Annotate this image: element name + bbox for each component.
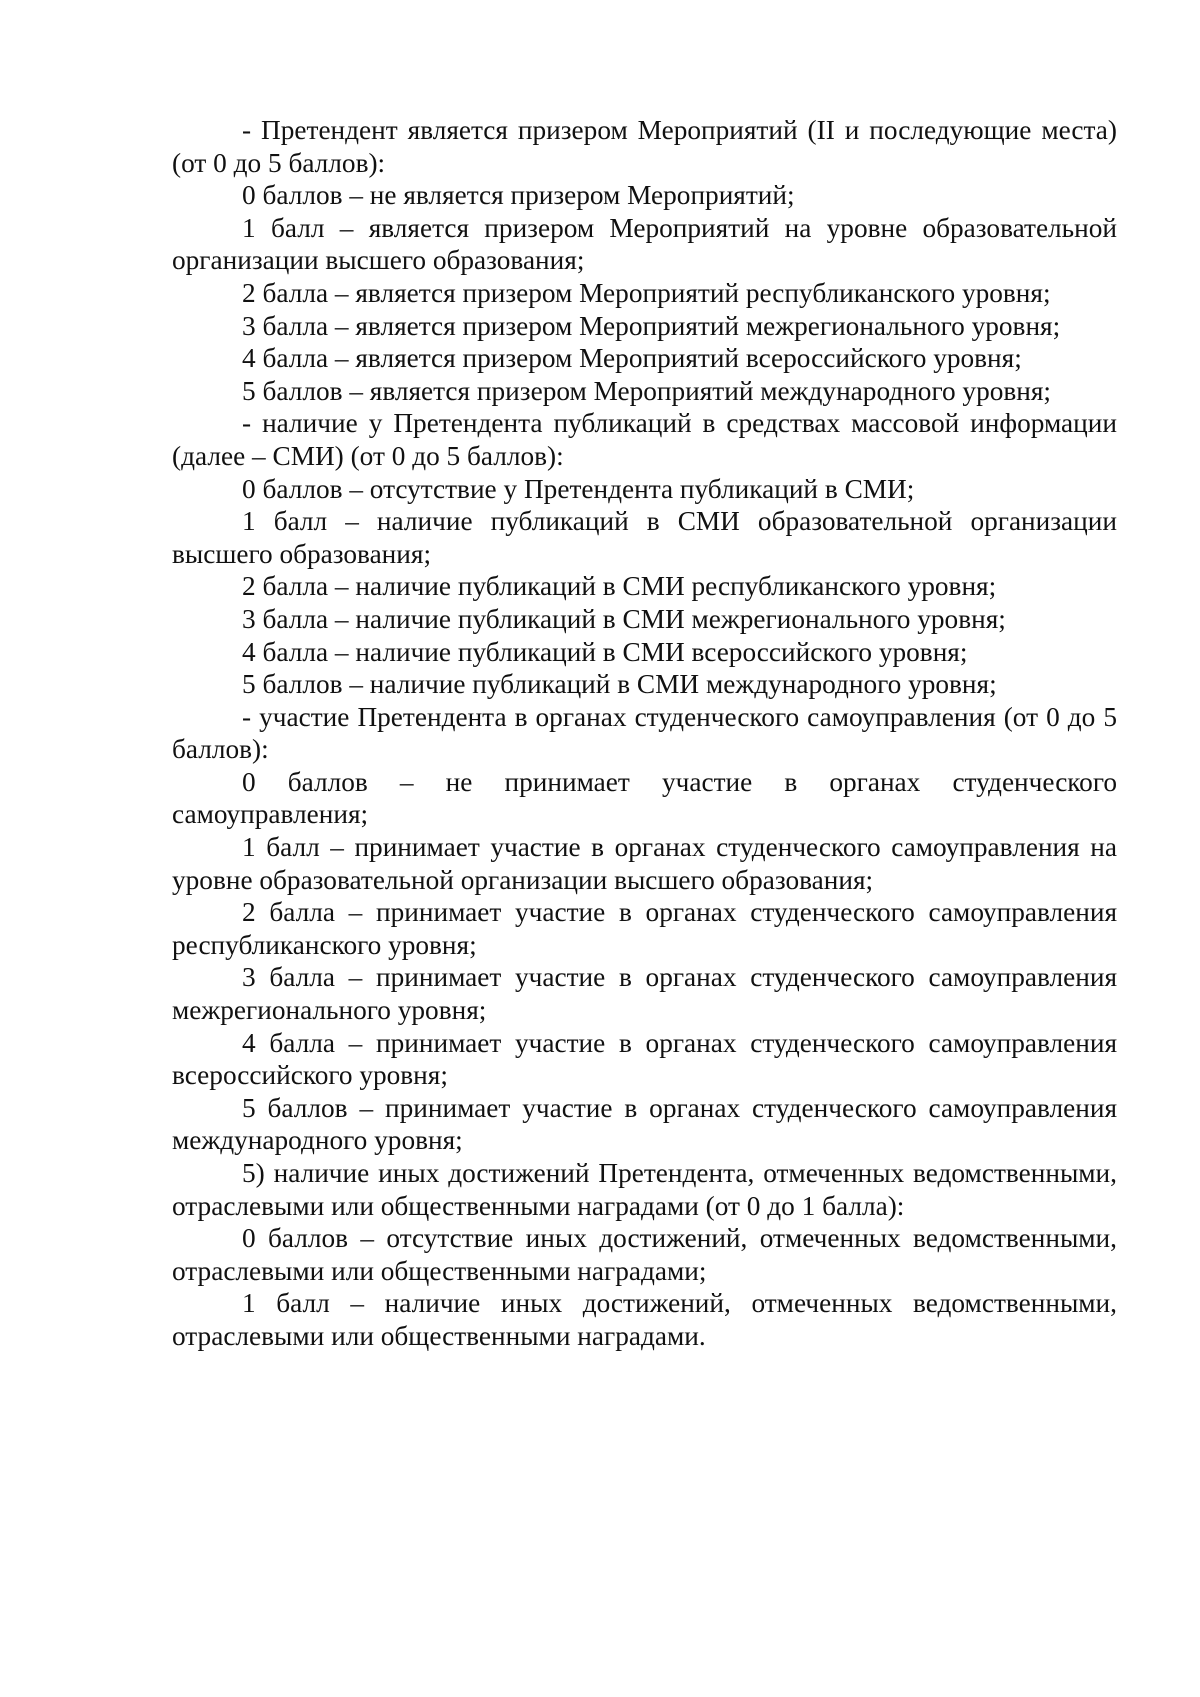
paragraph-self-government-2: 2 балла – принимает участие в органах студенческого самоуправления республиканского уровня;: [172, 897, 1117, 960]
paragraph-publications-3: 3 балла – наличие публикаций в СМИ межрегионального уровня;: [242, 603, 1006, 634]
paragraph-self-government-3: 3 балла – принимает участие в органах студенческого самоуправления межрегионального уровня;: [172, 962, 1117, 1026]
paragraph-prizewinner-0: 0 баллов – не является призером Мероприятий;: [242, 180, 795, 211]
paragraph-awards-0: 0 баллов – отсутствие иных достижений, отмеченных ведомственными, отраслевыми или общественными наградами;: [172, 1223, 1117, 1286]
paragraph-self-government-5: 5 баллов – принимает участие в органах студенческого самоуправления международного уровня;: [172, 1092, 1117, 1156]
paragraph-prizewinner-4: 4 балла – является призером Мероприятий всероссийского уровня;: [242, 343, 1022, 374]
document-body: [172, 114, 1117, 1353]
paragraph-publications-criterion: - наличие у Претендента публикаций в средствах массовой информации (далее – СМИ) (от 0 до 5 баллов):: [172, 408, 1117, 471]
paragraph-awards-criterion: 5) наличие иных достижений Претендента, отмеченных ведомственными, отраслевыми или общественными наградами (от 0 до 1 балла):: [172, 1158, 1117, 1221]
paragraph-self-government-1: 1 балл – принимает участие в органах студенческого самоуправления на уровне образовательной организации высшего образования;: [172, 832, 1117, 895]
paragraph-prizewinner-criterion: - Претендент является призером Мероприятий (II и последующие места) (от 0 до 5 баллов):: [172, 115, 1117, 178]
paragraph-prizewinner-3: 3 балла – является призером Мероприятий межрегионального уровня;: [242, 310, 1061, 341]
paragraph-publications-4: 4 балла – наличие публикаций в СМИ всероссийского уровня;: [242, 636, 968, 667]
paragraph-prizewinner-5: 5 баллов – является призером Мероприятий международного уровня;: [242, 375, 1052, 406]
paragraph-self-government-0: 0 баллов – не принимает участие в органах студенческого самоуправления;: [172, 766, 1117, 830]
paragraph-self-government-4: 4 балла – принимает участие в органах студенческого самоуправления всероссийского уровня;: [172, 1027, 1117, 1091]
paragraph-self-government-criterion: - участие Претендента в органах студенческого самоуправления (от 0 до 5 баллов):: [172, 701, 1117, 765]
paragraph-prizewinner-2: 2 балла – является призером Мероприятий республиканского уровня;: [242, 277, 1051, 308]
paragraph-publications-5: 5 баллов – наличие публикаций в СМИ международного уровня;: [242, 669, 997, 700]
paragraph-publications-1: 1 балл – наличие публикаций в СМИ образовательной организации высшего образования;: [172, 506, 1117, 569]
paragraph-awards-1: 1 балл – наличие иных достижений, отмеченных ведомственными, отраслевыми или общественными наградами.: [172, 1288, 1117, 1351]
paragraph-prizewinner-1: 1 балл – является призером Мероприятий на уровне образовательной организации высшего образования;: [172, 212, 1117, 276]
paragraph-publications-0: 0 баллов – отсутствие у Претендента публикаций в СМИ;: [242, 473, 915, 504]
paragraph-publications-2: 2 балла – наличие публикаций в СМИ республиканского уровня;: [242, 571, 997, 602]
